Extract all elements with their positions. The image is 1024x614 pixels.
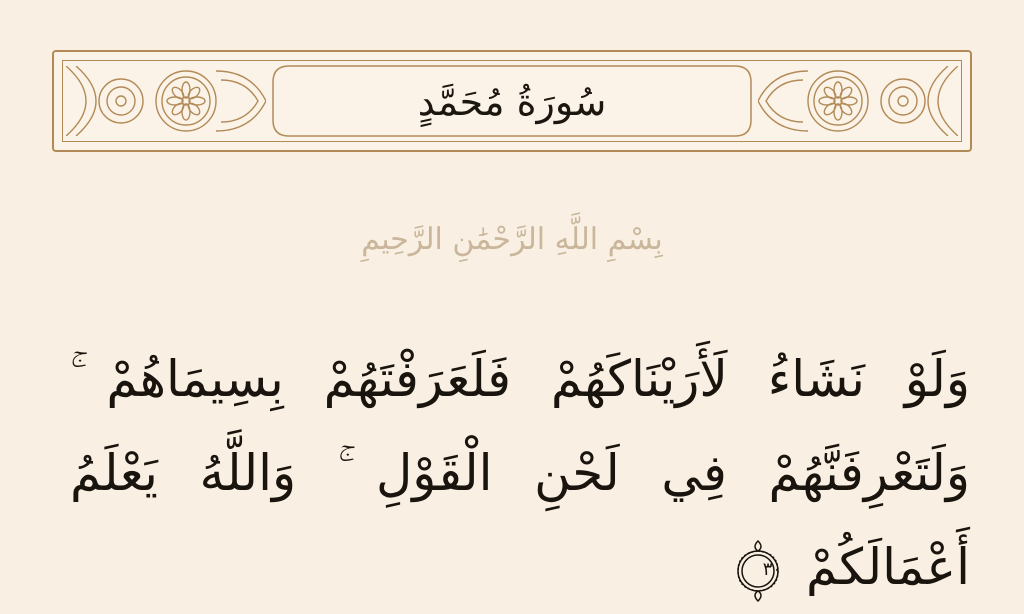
surah-title: سُورَةُ مُحَمَّدٍ — [417, 80, 607, 124]
ayah-number: ٣٠ — [762, 559, 783, 580]
ayah-number-marker — [734, 539, 782, 603]
surah-header-frame — [52, 50, 972, 152]
left-rosette-ornament — [66, 66, 266, 136]
surah-title-cartouche — [269, 62, 755, 140]
verse-block — [70, 332, 970, 614]
basmala: بِسْمِ اللَّهِ الرَّحْمَٰنِ الرَّحِيمِ — [361, 222, 663, 257]
verse-text: وَلَوْ نَشَاءُ لَأَرَيْنَاكَهُمْ فَلَعَرَفْتَهُمْ بِسِيمَاهُمْ ۚ وَلَتَعْرِفَنَّهُمْ فِي لَحْنِ الْقَوْلِ ۚ وَاللَّهُ يَعْلَمُ أَعْمَالَكُمْ — [70, 350, 970, 596]
right-rosette-ornament — [758, 66, 958, 136]
